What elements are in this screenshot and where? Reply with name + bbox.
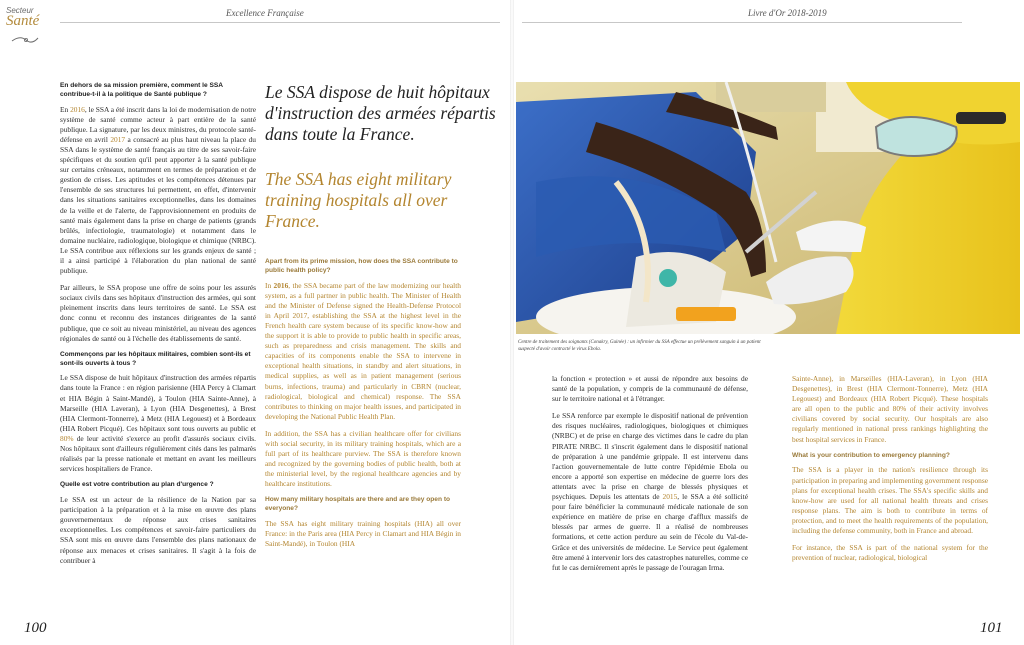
question-en-2: How many military hospitals are there and are they open to everyone? bbox=[265, 496, 451, 513]
english-column-right bbox=[792, 374, 988, 570]
paragraph-2: Par ailleurs, le SSA propose une offre de soins pour les assurés sociaux civils dans ses hôpitaux d'instruction des armées, qui sont pleinement inscrits dans leurs territoires de santé. Le SSA est donc connu et reconnu des instances dirigeantes de la santé publique, que ce soit au niveau ministériel, au niveau des agences régionales de santé ou à l'échelle des établissements de santé. bbox=[60, 283, 256, 343]
photo-illustration bbox=[516, 82, 1020, 334]
ebola-treatment-photo bbox=[516, 82, 1020, 334]
paragraph-r1: la fonction « protection » et aussi de répondre aux besoins de santé de la population, y compris de la communauté de défense, sur le territoire national et à l'étranger. bbox=[552, 374, 748, 404]
header-divider bbox=[60, 22, 500, 23]
page-number-left: 100 bbox=[24, 620, 47, 636]
paragraph-en-2: In addition, the SSA has a civilian healthcare offer for civilians with social security, in its military training hospitals, which are a full part of its healthcare purview. The SSA is therefore known and recognized by the governing bodies of public health, both at the ministerial level, by the regional healthcare agencies and by healthcare institutions. bbox=[265, 428, 461, 489]
question-3: Quelle est votre contribution au plan d'urgence ? bbox=[60, 481, 214, 489]
logo-line1: Secteur bbox=[6, 6, 34, 15]
magazine-logo bbox=[6, 6, 50, 46]
page-number-right: 101 bbox=[980, 620, 1003, 636]
question-2: Commençons par les hôpitaux militaires, combien sont-ils et sont-ils ouverts à tous ? bbox=[60, 350, 251, 367]
logo-swirl-icon bbox=[10, 34, 40, 44]
english-column bbox=[265, 258, 461, 556]
headline-french: Le SSA dispose de huit hôpitaux d'instruction des armées répartis dans toute la France. bbox=[265, 82, 496, 144]
paragraph-r2: Le SSA renforce par exemple le dispositif national de prévention des risques nucléaires, radiologiques, biologiques et chimiques (NRBC) et de prise en charge des victimes dans le cadre du plan PIRATE NRBC. Il s'inscrit également dans le dispositif national de préparation à une pandémie grippale. Il est intervenu dans l'action gouvernementale de lutte contre l'épidémie Ebola ou encore a apporté son expertise en médecine de guerre lors des attentats avec la prise en charge de blessés physiques et psychiques. Depuis les attentats de 2015, le SSA a été sollicité pour faire bénéficier la communauté médicale nationale de son expérience en matière de prise en charge d'afflux massifs de blessés par armes de guerre. Il a réalisé de nombreuses formations, et cette action perdure au sein de l'école du Val-de-Grâce et des universités de médecine. Le Service peut également être amené à intervenir lors des catastrophes naturelles, comme ce fut le cas dernièrement après le passage de l'ouragan Irma. bbox=[552, 411, 748, 572]
question-en-r1: What is your contribution to emergency planning? bbox=[792, 451, 950, 459]
headline-english: The SSA has eight military training hospitals all over France. bbox=[265, 169, 452, 231]
question-1: En dehors de sa mission première, comment le SSA contribue-t-il à la politique de Santé publique ? bbox=[60, 82, 223, 98]
question-en-1: Apart from its prime mission, how does the SSA contribute to public health policy? bbox=[265, 258, 458, 274]
logo-line2: Santé bbox=[6, 13, 40, 29]
paragraph-1: En 2016, le SSA a été inscrit dans la loi de modernisation de notre système de santé comme acteur à part entière de la santé publique. La signature, par les deux ministres, du protocole santé-défense en avril 2017 a consacré au plus haut niveau la place du SSA dans le système de santé français au titre de ses savoir-faire spécifiques et du soutien qu'il peut apporter à la santé publique sur certains créneaux, notamment en termes de préparation et de gestion de crises. Les aptitudes et les compétences détenues par l'ensemble de ses structures lui permettent, en effet, d'intervenir dans les situations sanitaires exceptionnelles, dans les domaines de la veille et de l'alerte, de l'approvisionnement en produits de santé mais également dans la prise en charge de patients (grands brûlés, infectiologie, traumatologie) et notamment dans le domaine nucléaire, radiologique, biologique et chimique (NRBC). Le SSA contribue aux réflexions sur les grands enjeux de santé ; il a ainsi participé à l'élaboration du plan national de santé publique. bbox=[60, 104, 257, 276]
paragraph-en-1: In 2016, the SSA became part of the law modernizing our health system, as a full partner in public health. The Minister of Health and the Minister of Defense signed the Health-Defense Protocol in April 2017, establishing the SSA at the highest level in the French health care system because of its specific know-how and the support it is able to provide to public health in specific areas, such as preparedness and crisis management. The skills and capacities of its components enable the SSA to intervene in exceptional health situations, in standby and alert situations, in medical supplies, as well as in patient management (serious burns, infections, trauma) and particularly in CBRN (nuclear, radiological, biological and chemical) response. The SSA contributes to thinking on major health issues, and participated in developing the National Public Health Plan. bbox=[265, 280, 461, 421]
french-column-right bbox=[552, 374, 748, 580]
paragraph-4: Le SSA est un acteur de la résilience de la Nation par sa participation à la préparation et à la mise en œuvre des plans gouvernementaux de réponse aux crises sanitaires exceptionnelles. Les compétences et savoir-faire particuliers du SSA sont mis en œuvre dans l'ensemble des plans nationaux de réponse aux menaces et crises sanitaires. Il s'agit à la fois de contribuer à bbox=[60, 495, 256, 565]
french-column bbox=[60, 82, 256, 573]
header-divider-right bbox=[522, 22, 962, 23]
header-right-title: Livre d'Or 2018-2019 bbox=[748, 8, 827, 18]
photo-caption: Centre de traitement des soignants (Conakry, Guinée) : un infirmier du SSA effectue un prélèvement sanguin à un patient suspecté d'avoir contracté le virus Ebola. bbox=[518, 340, 761, 352]
paragraph-3: Le SSA dispose de huit hôpitaux d'instruction des armées répartis dans toute la France : en région parisienne (HIA Percy à Clamart et HIA Bégin à Saint-Mandé), à Toulon (HIA Sainte-Anne), à Marseille (HIA Laveran), à Lyon (HIA Desgenettes), à Brest (HIA Clermont-Tonnerre), à Metz (HIA Legouest) et à Bordeaux (HIA Robert Picqué). Ces hôpitaux sont tous ouverts au public et 80% de leur activité s'exerce au profit d'assurés sociaux civils. Nos hôpitaux sont d'ailleurs régulièrement cités dans les palmarès réalisés par la presse nationale et mettant en avant les meilleurs services hospitaliers de France. bbox=[60, 373, 256, 474]
paragraph-en-r2: The SSA is a player in the nation's resilience through its participation in preparing and implementing government response plans for exceptional health crises. The SSA's specific skills and know-how are used for all national health threats and crises response plans. The aim is both to contribute in terms of protection, and to meet the health requirements of the population, including the defense community, both in France and abroad. bbox=[792, 465, 988, 536]
paragraph-en-3: The SSA has eight military training hospitals (HIA) all over France: in the Paris area (HIA Percy in Clamart and HIA Bégin in Saint-Mandé), in Toulon (HIA bbox=[265, 519, 461, 549]
header-left-title: Excellence Française bbox=[226, 8, 304, 18]
paragraph-en-r1: Sainte-Anne), in Marseilles (HIA-Laveran), in Lyon (HIA Desgenettes), in Brest (HIA Clermont-Tonnerre), Metz (HIA Legouest) and Bordeaux (HIA Robert Picqué). These hospitals are all open to the public and 80% of their activity involves civilians covered by social security. Our hospitals are also regularly mentioned in national press rankings highlighting the best hospital services in France. bbox=[792, 374, 988, 444]
paragraph-en-r3: For instance, the SSA is part of the national system for the prevention of nuclear, radiological, biological bbox=[792, 543, 988, 563]
right-page bbox=[512, 0, 1024, 645]
